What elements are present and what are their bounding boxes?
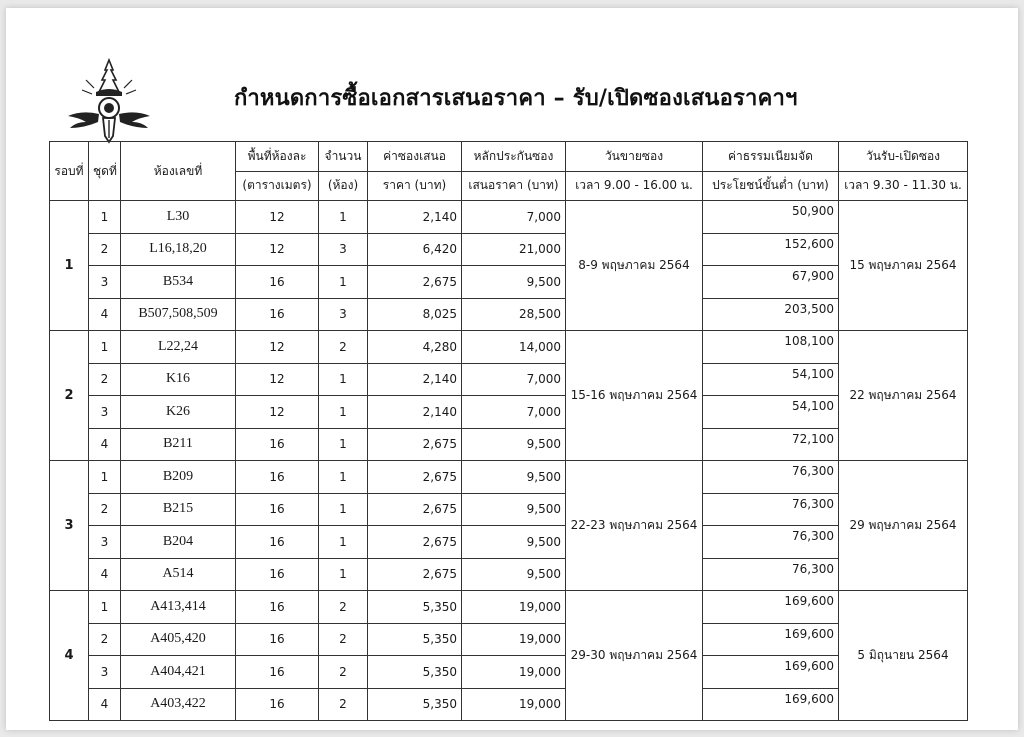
room-number: A413,414 [121,591,236,624]
bid-fee: 5,350 [368,623,462,656]
room-number: B204 [121,526,236,559]
room-number: L16,18,20 [121,233,236,266]
room-number: A403,422 [121,688,236,721]
area-value: 16 [236,558,319,591]
room-number: B209 [121,461,236,494]
bid-deposit: 19,000 [462,656,566,689]
set-number: 2 [89,363,121,396]
min-fee: 76,300 [703,558,839,591]
bid-fee: 5,350 [368,688,462,721]
table-row [50,233,968,266]
min-fee: 50,900 [703,201,839,234]
area-value: 12 [236,233,319,266]
header-round: รอบที่ [50,142,89,201]
min-fee: 76,300 [703,461,839,494]
header-sale-time: เวลา 9.00 - 16.00 น. [566,171,703,201]
set-number: 2 [89,623,121,656]
area-value: 16 [236,298,319,331]
table-row [50,558,968,591]
room-number: A514 [121,558,236,591]
area-value: 16 [236,591,319,624]
bid-deposit: 7,000 [462,201,566,234]
room-count: 2 [319,331,368,364]
set-number: 1 [89,201,121,234]
bid-deposit: 7,000 [462,363,566,396]
page-title: กำหนดการซื้อเอกสารเสนอราคา – รับ/เปิดซองเสนอราคาฯ [234,86,798,111]
room-number: L30 [121,201,236,234]
table-row [50,331,968,364]
min-fee: 54,100 [703,363,839,396]
header-sale-date: วันขายซอง [566,142,703,172]
set-number: 3 [89,266,121,299]
min-fee: 169,600 [703,688,839,721]
sale-date: 29-30 พฤษภาคม 2564 [566,591,703,721]
room-number: A404,421 [121,656,236,689]
header-area: พื้นที่ห้องละ [236,142,319,172]
header-count: จำนวน [319,142,368,172]
table-row [50,298,968,331]
room-count: 3 [319,298,368,331]
bid-fee: 2,140 [368,201,462,234]
bid-fee: 2,675 [368,266,462,299]
header-room: ห้องเลขที่ [121,142,236,201]
bid-fee: 2,675 [368,526,462,559]
bid-deposit: 9,500 [462,428,566,461]
bid-fee: 5,350 [368,656,462,689]
bid-deposit: 9,500 [462,461,566,494]
bid-fee: 2,140 [368,396,462,429]
header-open-time: เวลา 9.30 - 11.30 น. [839,171,968,201]
area-value: 16 [236,688,319,721]
set-number: 4 [89,688,121,721]
open-date: 29 พฤษภาคม 2564 [839,461,968,591]
set-number: 3 [89,396,121,429]
room-count: 1 [319,493,368,526]
bid-fee: 4,280 [368,331,462,364]
bid-deposit: 19,000 [462,688,566,721]
bid-fee: 2,675 [368,428,462,461]
min-fee: 54,100 [703,396,839,429]
bid-deposit: 9,500 [462,266,566,299]
min-fee: 169,600 [703,591,839,624]
min-fee: 67,900 [703,266,839,299]
bid-fee: 6,420 [368,233,462,266]
area-value: 12 [236,201,319,234]
bid-fee: 2,675 [368,461,462,494]
table-row [50,688,968,721]
round-number: 2 [50,331,89,461]
min-fee: 76,300 [703,493,839,526]
room-count: 1 [319,201,368,234]
bid-fee: 2,675 [368,493,462,526]
bid-deposit: 7,000 [462,396,566,429]
round-number: 4 [50,591,89,721]
room-count: 2 [319,656,368,689]
room-count: 3 [319,233,368,266]
header-open-date: วันรับ-เปิดซอง [839,142,968,172]
min-fee: 72,100 [703,428,839,461]
table-row [50,363,968,396]
header-area-unit: (ตารางเมตร) [236,171,319,201]
table-row [50,396,968,429]
room-count: 1 [319,396,368,429]
header-deposit: หลักประกันซอง [462,142,566,172]
table-row [50,461,968,494]
open-date: 22 พฤษภาคม 2564 [839,331,968,461]
area-value: 16 [236,526,319,559]
table-row [50,591,968,624]
header-min-fee-unit: ประโยชน์ขั้นต่ำ (บาท) [703,171,839,201]
open-date: 5 มิถุนายน 2564 [839,591,968,721]
area-value: 16 [236,623,319,656]
table-row [50,428,968,461]
header-min-fee: ค่าธรรมเนียมจัด [703,142,839,172]
bid-deposit: 14,000 [462,331,566,364]
bid-fee: 2,140 [368,363,462,396]
table-row [50,266,968,299]
table-row [50,526,968,559]
min-fee: 152,600 [703,233,839,266]
bid-deposit: 21,000 [462,233,566,266]
bid-deposit: 9,500 [462,526,566,559]
bid-fee: 2,675 [368,558,462,591]
table-row [50,656,968,689]
header-fee-unit: ราคา (บาท) [368,171,462,201]
sale-date: 22-23 พฤษภาคม 2564 [566,461,703,591]
room-number: B534 [121,266,236,299]
bid-deposit: 9,500 [462,493,566,526]
room-count: 1 [319,461,368,494]
bid-fee: 8,025 [368,298,462,331]
sale-date: 15-16 พฤษภาคม 2564 [566,331,703,461]
thai-government-emblem-icon [64,58,154,144]
set-number: 2 [89,233,121,266]
table-row [50,201,968,234]
area-value: 12 [236,331,319,364]
min-fee: 76,300 [703,526,839,559]
round-number: 3 [50,461,89,591]
room-number: K26 [121,396,236,429]
room-count: 1 [319,558,368,591]
area-value: 12 [236,363,319,396]
room-count: 2 [319,688,368,721]
min-fee: 169,600 [703,623,839,656]
area-value: 16 [236,266,319,299]
room-number: B507,508,509 [121,298,236,331]
area-value: 16 [236,493,319,526]
bid-deposit: 9,500 [462,558,566,591]
area-value: 16 [236,656,319,689]
set-number: 1 [89,331,121,364]
room-count: 1 [319,266,368,299]
room-number: K16 [121,363,236,396]
min-fee: 108,100 [703,331,839,364]
min-fee: 169,600 [703,656,839,689]
table-row [50,493,968,526]
set-number: 3 [89,656,121,689]
set-number: 4 [89,558,121,591]
set-number: 1 [89,461,121,494]
area-value: 12 [236,396,319,429]
room-count: 1 [319,428,368,461]
table-row [50,623,968,656]
bid-deposit: 28,500 [462,298,566,331]
min-fee: 203,500 [703,298,839,331]
set-number: 3 [89,526,121,559]
room-number: L22,24 [121,331,236,364]
set-number: 4 [89,298,121,331]
open-date: 15 พฤษภาคม 2564 [839,201,968,331]
set-number: 1 [89,591,121,624]
sale-date: 8-9 พฤษภาคม 2564 [566,201,703,331]
header-fee: ค่าซองเสนอ [368,142,462,172]
area-value: 16 [236,461,319,494]
header-count-unit: (ห้อง) [319,171,368,201]
set-number: 4 [89,428,121,461]
room-count: 1 [319,363,368,396]
schedule-table [49,141,968,721]
bid-deposit: 19,000 [462,623,566,656]
header-deposit-unit: เสนอราคา (บาท) [462,171,566,201]
bid-deposit: 19,000 [462,591,566,624]
room-count: 1 [319,526,368,559]
header-set: ชุดที่ [89,142,121,201]
room-count: 2 [319,623,368,656]
room-number: B211 [121,428,236,461]
round-number: 1 [50,201,89,331]
area-value: 16 [236,428,319,461]
bid-fee: 5,350 [368,591,462,624]
room-number: B215 [121,493,236,526]
room-number: A405,420 [121,623,236,656]
room-count: 2 [319,591,368,624]
set-number: 2 [89,493,121,526]
